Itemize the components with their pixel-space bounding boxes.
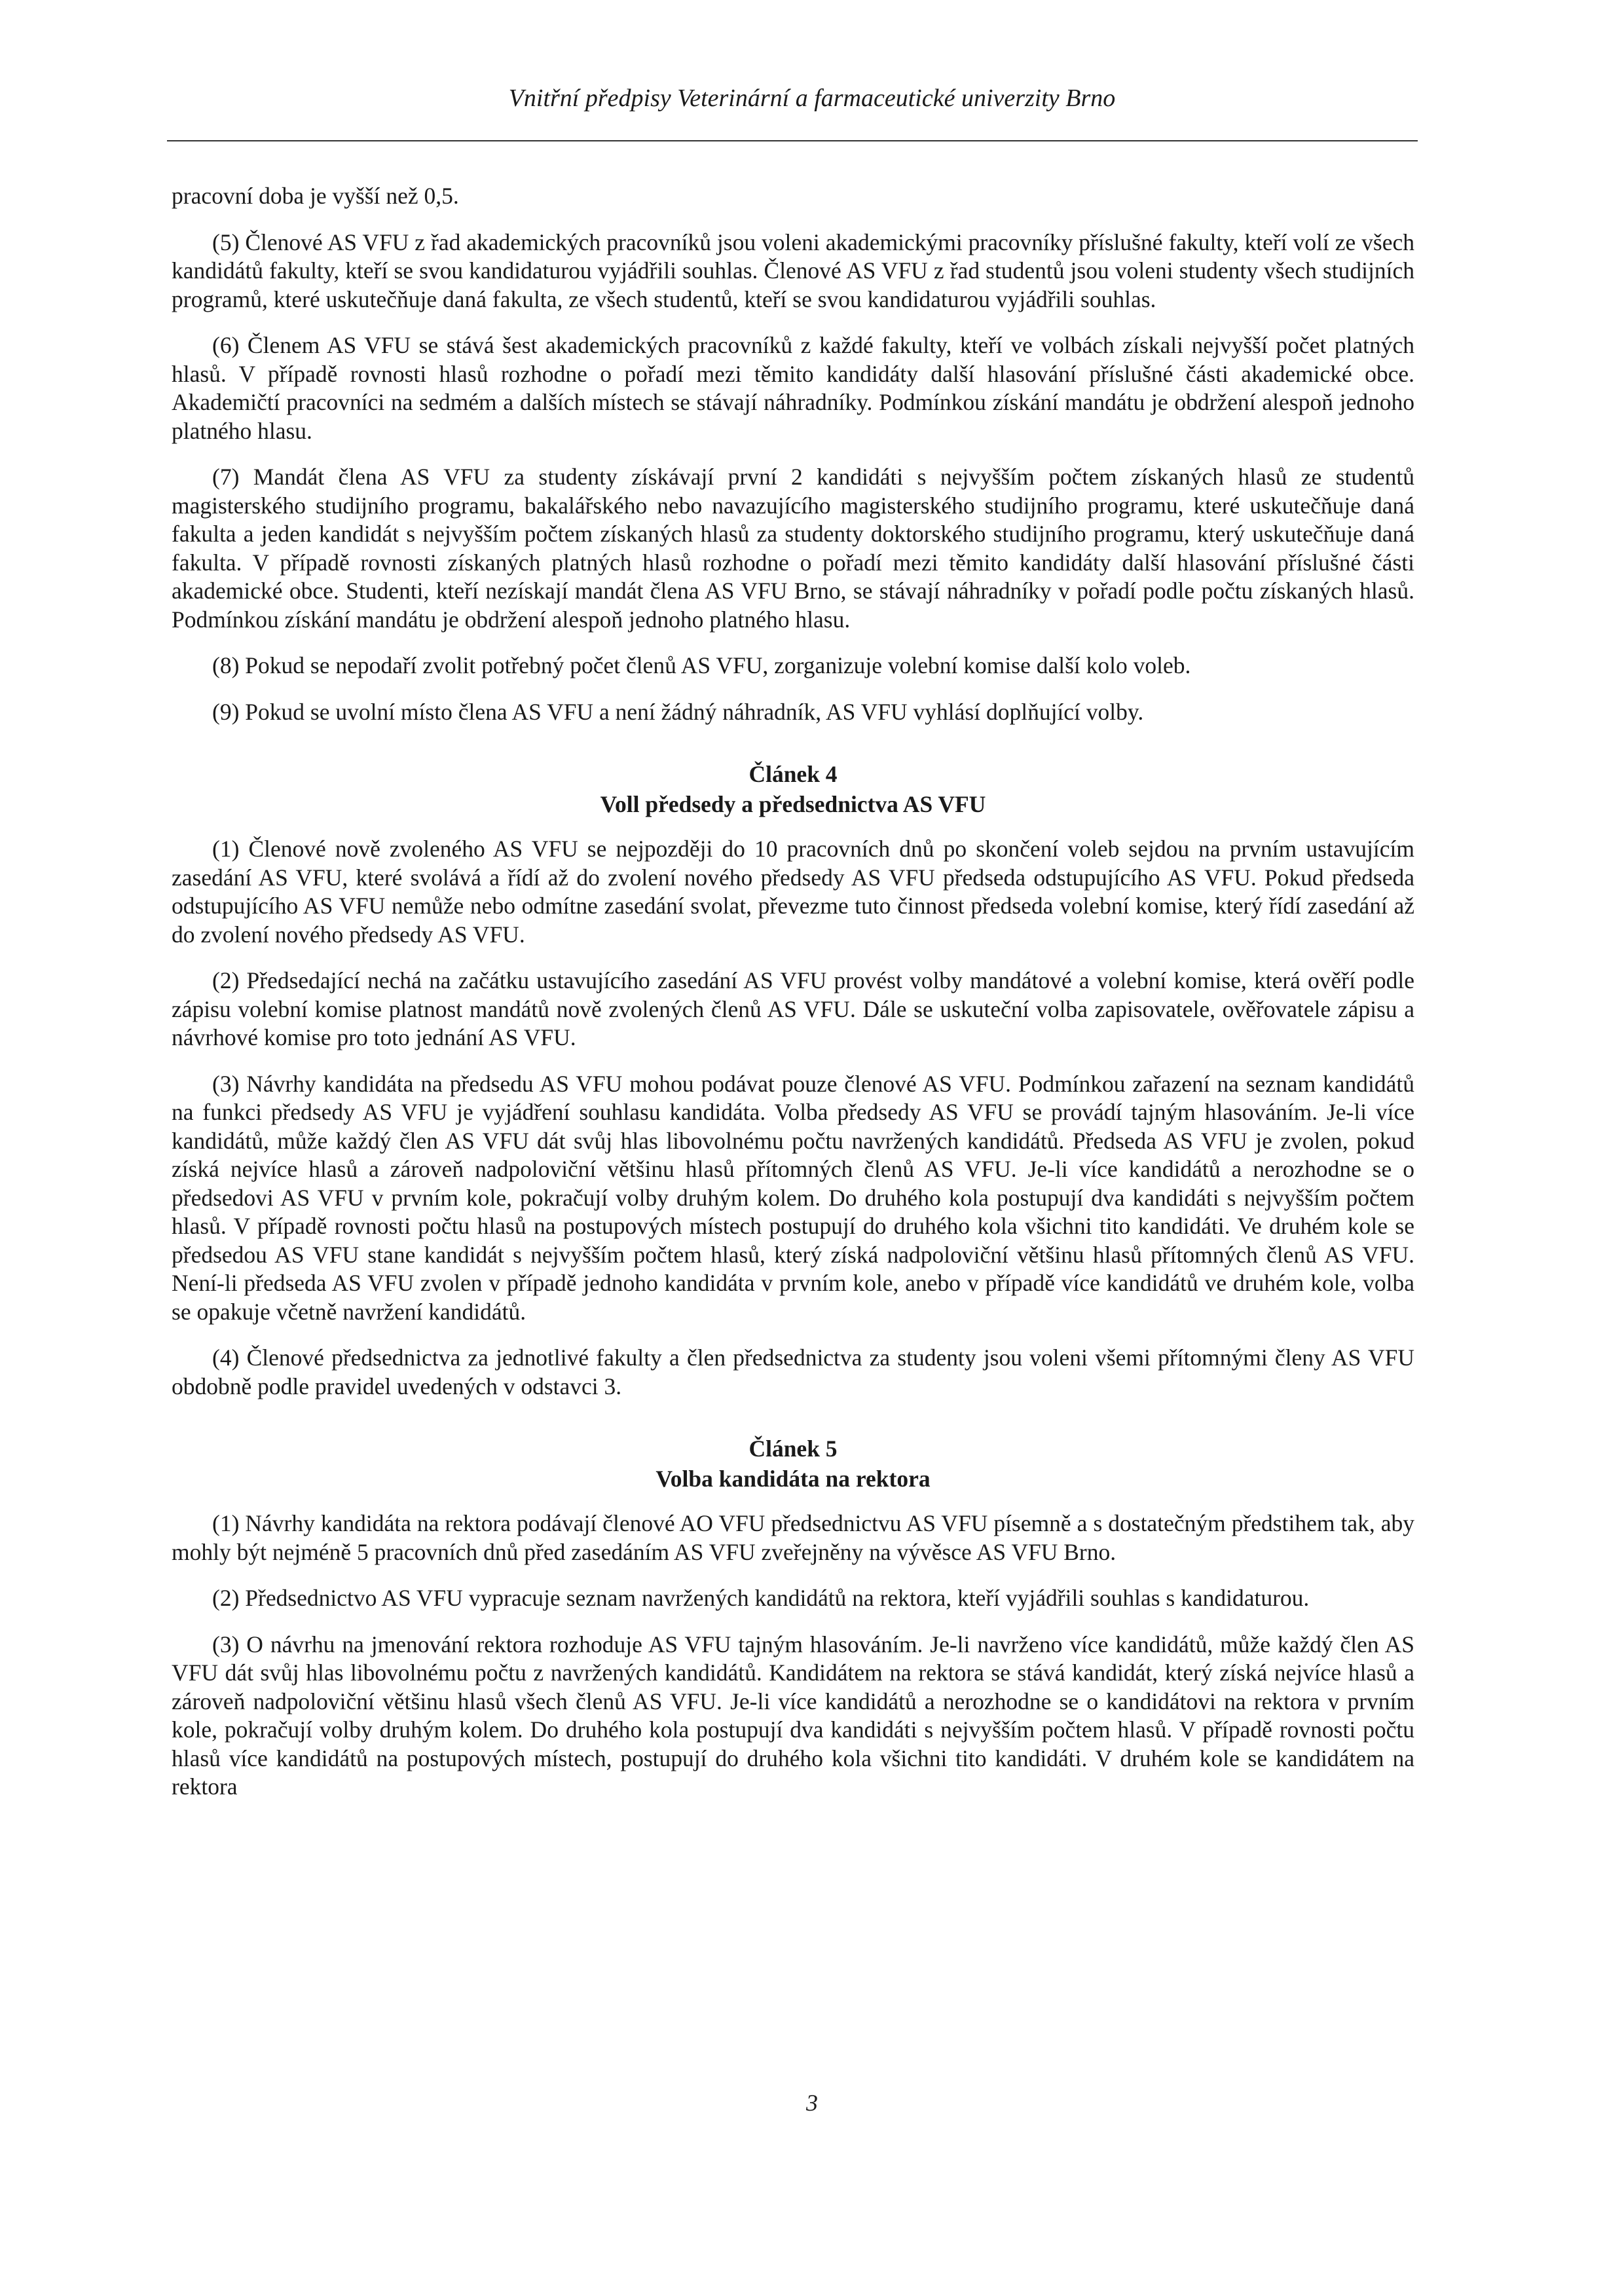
article-4-number: Článek 4 bbox=[748, 761, 838, 787]
document-header: Vnitřní předpisy Veterinární a farmaceutické univerzity Brno bbox=[508, 84, 1116, 112]
paragraph-6: (6) Členem AS VFU se stává šest akademických pracovníků z každé fakulty, kteří ve volbách získali nejvyšší počet platných hlasů. V případě rovnosti hlasů rozhodne o pořadí mezi těmito kandidáty další hlasování příslušné části akademické obce. Akademičtí pracovníci na sedmém a dalších místech se stávají náhradníky. Podmínkou získání mandátu je obdržení alespoň jednoho platného hlasu. bbox=[172, 332, 1414, 444]
paragraph-7: (7) Mandát člena AS VFU za studenty získávají první 2 kandidáti s nejvyšším počtem získaných hlasů ze studentů magisterského studijního programu, bakalářského nebo navazujícího magisterského studijního programu, které uskutečňuje daná fakulta a jeden kandidát s nejvyšším počtem získaných hlasů za studenty doktorského studijního programu, který uskutečňuje daná fakulta. V případě rovnosti získaných platných hlasů rozhodne o pořadí mezi těmito kandidáty další hlasování příslušné části akademické obce. Studenti, kteří nezískají mandát člena AS VFU Brno, se stávají náhradníky v pořadí podle počtu získaných hlasů. Podmínkou získání mandátu je obdržení alespoň jednoho platného hlasu. bbox=[172, 464, 1414, 633]
article-4-paragraph-1: (1) Členové nově zvoleného AS VFU se nejpozději do 10 pracovních dnů po skončení voleb sejdou na prvním ustavujícím zasedání AS VFU, které svolává a řídí až do zvolení nového předsedy AS VFU předseda odstupujícího AS VFU. Pokud předseda odstupujícího AS VFU nemůže nebo odmítne zasedání svolat, převezme tuto činnost předseda volební komise, který řídí zasedání až do zvolení nového předsedy AS VFU. bbox=[172, 836, 1414, 948]
paragraph-5: (5) Členové AS VFU z řad akademických pracovníků jsou voleni akademickými pracovníky příslušné fakulty, kteří volí ze všech kandidátů fakulty, kteří se svou kandidaturou vyjádřili souhlas. Členové AS VFU z řad studentů jsou voleni studenty všech studijních programů, které uskutečňuje daná fakulta, ze všech studentů, kteří se svou kandidaturou vyjádřili souhlas. bbox=[172, 229, 1414, 312]
paragraph-8: (8) Pokud se nepodaří zvolit potřebný počet členů AS VFU, zorganizuje volební komise další kolo voleb. bbox=[212, 652, 1191, 678]
paragraph-9: (9) Pokud se uvolní místo člena AS VFU a není žádný náhradník, AS VFU vyhlásí doplňující volby. bbox=[212, 698, 1144, 725]
page-number: 3 bbox=[806, 2090, 818, 2116]
article-4-heading bbox=[172, 759, 1414, 819]
article-5-paragraph-3: (3) O návrhu na jmenování rektora rozhoduje AS VFU tajným hlasováním. Je-li navrženo více kandidátů, může každý člen AS VFU dát svůj hlas libovolnému počtu z navržených kandidátů. Kandidátem na rektora se stává kandidát, který získá nejvíce hlasů a zároveň nadpoloviční většinu hlasů všech členů AS VFU. Je-li více kandidátů a nerozhodne se o kandidátovi na rektora v prvním kole, pokračují volby druhým kolem. Do druhého kola postupují dva kandidáti s nejvyšším počtem hlasů. V případě rovnosti počtu hlasů více kandidátů na postupových místech, postupují do druhého kola všichni tito kandidáti. V druhém kole se kandidátem na rektora bbox=[172, 1631, 1414, 1800]
lead-fragment: pracovní doba je vyšší než 0,5. bbox=[172, 183, 459, 209]
article-5-number: Článek 5 bbox=[748, 1435, 838, 1462]
header-rule bbox=[167, 140, 1418, 141]
article-5-paragraph-2: (2) Předsednictvo AS VFU vypracuje seznam navržených kandidátů na rektora, kteří vyjádřili souhlas s kandidaturou. bbox=[212, 1585, 1310, 1611]
article-4-paragraph-4: (4) Členové předsednictva za jednotlivé fakulty a člen předsednictva za studenty jsou voleni všemi přítomnými členy AS VFU obdobně podle pravidel uvedených v odstavci 3. bbox=[172, 1344, 1414, 1399]
article-4-title: Voll předsedy a předsednictva AS VFU bbox=[600, 791, 986, 817]
article-5-paragraph-1: (1) Návrhy kandidáta na rektora podávají členové AO VFU předsednictvu AS VFU písemně a s dostatečným předstihem tak, aby mohly být nejméně 5 pracovních dnů před zasedáním AS VFU zveřejněny na vývěsce AS VFU Brno. bbox=[172, 1510, 1414, 1565]
article-5-heading bbox=[172, 1434, 1414, 1494]
article-4-paragraph-3: (3) Návrhy kandidáta na předsedu AS VFU mohou podávat pouze členové AS VFU. Podmínkou zařazení na seznam kandidátů na funkci předsedy AS VFU je vyjádření souhlasu kandidáta. Volba předsedy AS VFU se provádí tajným hlasováním. Je-li více kandidátů, může každý člen AS VFU dát svůj hlas libovolnému počtu navržených kandidátů. Předseda AS VFU je zvolen, pokud získá nejvíce hlasů a zároveň nadpoloviční většinu hlasů přítomných členů AS VFU. Je-li více kandidátů a nerozhodne se o předsedovi AS VFU v prvním kole, pokračují volby druhým kolem. Do druhého kola postupují dva kandidáti s nejvyšším počtem hlasů. V případě rovnosti počtu hlasů na postupových místech postupují do druhého kola všichni tito kandidáti. Ve druhém kole se předsedou AS VFU stane kandidát s nejvyšším počtem hlasů, který získá nadpoloviční většinu hlasů přítomných členů AS VFU. Není-li předseda AS VFU zvolen v případě jednoho kandidáta v prvním kole, anebo v případě více kandidátů ve druhém kole, volba se opakuje včetně navržení kandidátů. bbox=[172, 1070, 1414, 1325]
article-5-title: Volba kandidáta na rektora bbox=[655, 1466, 931, 1492]
document-body bbox=[172, 182, 1414, 1819]
article-4-paragraph-2: (2) Předsedající nechá na začátku ustavujícího zasedání AS VFU provést volby mandátové a volební komise, která ověří podle zápisu volební komise platnost mandátů nově zvolených členů AS VFU. Dále se uskuteční volba zapisovatele, ověřovatele zápisu a návrhové komise pro toto jednání AS VFU. bbox=[172, 967, 1414, 1050]
